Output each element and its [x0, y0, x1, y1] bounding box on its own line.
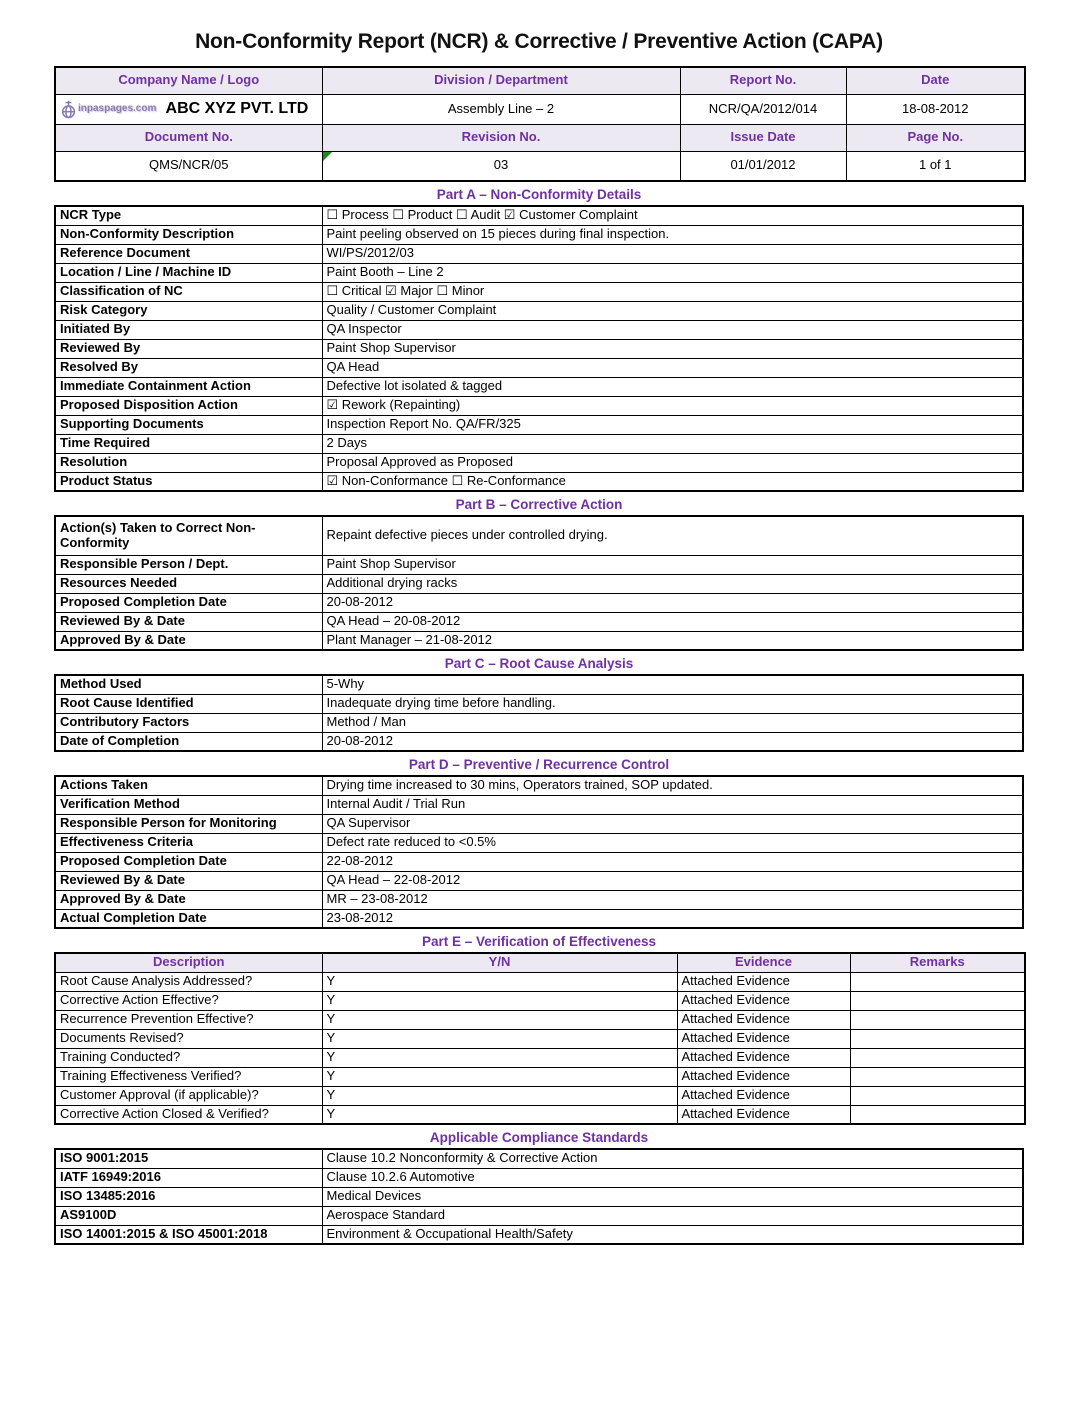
field-value[interactable]: Proposal Approved as Proposed — [322, 453, 1023, 472]
standard-name: AS9100D — [55, 1206, 322, 1225]
evidence-cell[interactable]: Attached Evidence — [677, 1086, 850, 1105]
evidence-cell[interactable]: Attached Evidence — [677, 1067, 850, 1086]
remarks-cell[interactable] — [850, 1010, 1025, 1029]
field-value[interactable]: Inadequate drying time before handling. — [322, 694, 1023, 713]
field-label: Effectiveness Criteria — [55, 833, 322, 852]
revision-no-header: Revision No. — [322, 124, 680, 151]
field-label: Responsible Person for Monitoring — [55, 814, 322, 833]
field-value[interactable]: 23-08-2012 — [322, 909, 1023, 928]
field-value[interactable]: 22-08-2012 — [322, 852, 1023, 871]
table-row — [55, 776, 1023, 795]
part-e-table — [54, 952, 1026, 1125]
field-value[interactable]: WI/PS/2012/03 — [322, 244, 1023, 263]
field-label: Date of Completion — [55, 732, 322, 751]
table-row — [55, 225, 1023, 244]
field-value[interactable]: MR – 23-08-2012 — [322, 890, 1023, 909]
logo-text: inpaspages.com — [78, 103, 157, 115]
table-row — [55, 301, 1023, 320]
field-value[interactable]: 2 Days — [322, 434, 1023, 453]
table-row — [55, 1010, 1025, 1029]
table-row — [55, 1149, 1023, 1168]
table-row — [55, 244, 1023, 263]
evidence-cell[interactable]: Attached Evidence — [677, 1029, 850, 1048]
table-row — [55, 612, 1023, 631]
cell-error-flag-icon — [323, 152, 332, 161]
field-label: Verification Method — [55, 795, 322, 814]
yn-cell[interactable]: Y — [322, 1029, 677, 1048]
report-no-header: Report No. — [680, 67, 846, 94]
field-value[interactable]: Paint Shop Supervisor — [322, 555, 1023, 574]
company-logo — [60, 100, 156, 119]
table-row — [55, 694, 1023, 713]
yn-cell[interactable]: Y — [322, 1048, 677, 1067]
field-value[interactable]: Inspection Report No. QA/FR/325 — [322, 415, 1023, 434]
table-row — [55, 871, 1023, 890]
field-value[interactable]: ☑ Non-Conformance ☐ Re-Conformance — [322, 472, 1023, 491]
field-value[interactable]: Quality / Customer Complaint — [322, 301, 1023, 320]
field-label: Method Used — [55, 675, 322, 694]
revision-no-text: 03 — [493, 157, 509, 173]
remarks-cell[interactable] — [850, 1048, 1025, 1067]
field-label: Responsible Person / Dept. — [55, 555, 322, 574]
report-no-value[interactable]: NCR/QA/2012/014 — [680, 94, 846, 124]
page-title: Non-Conformity Report (NCR) & Corrective / Preventive Action (CAPA) — [195, 30, 883, 53]
remarks-cell[interactable] — [850, 1029, 1025, 1048]
table-row — [55, 795, 1023, 814]
description-cell: Corrective Action Effective? — [55, 991, 322, 1010]
field-label: Action(s) Taken to Correct Non-Conformity — [55, 516, 322, 555]
table-row — [55, 377, 1023, 396]
field-label: Reviewed By — [55, 339, 322, 358]
table-row — [55, 67, 1025, 94]
description-cell: Training Effectiveness Verified? — [55, 1067, 322, 1086]
table-row — [55, 890, 1023, 909]
table-row — [55, 1067, 1025, 1086]
field-label: Location / Line / Machine ID — [55, 263, 322, 282]
table-row — [55, 263, 1023, 282]
field-value[interactable]: QA Head – 20-08-2012 — [322, 612, 1023, 631]
description-cell: Recurrence Prevention Effective? — [55, 1010, 322, 1029]
table-row — [55, 1187, 1023, 1206]
field-value[interactable]: 20-08-2012 — [322, 593, 1023, 612]
table-row — [55, 453, 1023, 472]
field-value[interactable]: Plant Manager – 21-08-2012 — [322, 631, 1023, 650]
remarks-cell[interactable] — [850, 1086, 1025, 1105]
table-row — [55, 1086, 1025, 1105]
table-row — [55, 713, 1023, 732]
standard-name: ISO 9001:2015 — [55, 1149, 322, 1168]
description-cell: Corrective Action Closed & Verified? — [55, 1105, 322, 1124]
field-value[interactable]: QA Head – 22-08-2012 — [322, 871, 1023, 890]
remarks-cell[interactable] — [850, 1067, 1025, 1086]
standard-name: ISO 13485:2016 — [55, 1187, 322, 1206]
table-row — [55, 631, 1023, 650]
yn-cell[interactable]: Y — [322, 1105, 677, 1124]
table-row — [55, 396, 1023, 415]
field-label: Contributory Factors — [55, 713, 322, 732]
description-cell: Training Conducted? — [55, 1048, 322, 1067]
company-cell[interactable] — [55, 94, 322, 124]
remarks-cell[interactable] — [850, 972, 1025, 991]
globe-pin-icon — [60, 100, 77, 119]
field-value[interactable]: Paint peeling observed on 15 pieces during final inspection. — [322, 225, 1023, 244]
standard-description: Clause 10.2.6 Automotive — [322, 1168, 1023, 1187]
field-value[interactable]: Defect rate reduced to <0.5% — [322, 833, 1023, 852]
part-d-table — [54, 775, 1024, 929]
table-row — [55, 675, 1023, 694]
column-header-remarks: Remarks — [850, 953, 1025, 972]
field-value[interactable]: ☑ Rework (Repainting) — [322, 396, 1023, 415]
field-value[interactable]: Paint Booth – Line 2 — [322, 263, 1023, 282]
field-value[interactable]: QA Supervisor — [322, 814, 1023, 833]
table-row — [55, 555, 1023, 574]
table-row — [55, 1168, 1023, 1187]
division-value[interactable]: Assembly Line – 2 — [322, 94, 680, 124]
field-value[interactable]: 20-08-2012 — [322, 732, 1023, 751]
field-value[interactable]: ☐ Process ☐ Product ☐ Audit ☑ Customer Complaint — [322, 206, 1023, 225]
issue-date-header: Issue Date — [680, 124, 846, 151]
column-header-evidence: Evidence — [677, 953, 850, 972]
field-label: Classification of NC — [55, 282, 322, 301]
table-row — [55, 151, 1025, 181]
field-label: Reviewed By & Date — [55, 871, 322, 890]
description-cell: Documents Revised? — [55, 1029, 322, 1048]
field-label: Immediate Containment Action — [55, 377, 322, 396]
field-label: Reviewed By & Date — [55, 612, 322, 631]
compliance-table — [54, 1148, 1024, 1245]
table-row — [55, 732, 1023, 751]
evidence-cell[interactable]: Attached Evidence — [677, 972, 850, 991]
field-value[interactable]: Method / Man — [322, 713, 1023, 732]
field-value[interactable]: Defective lot isolated & tagged — [322, 377, 1023, 396]
table-row — [55, 94, 1025, 124]
standard-description: Environment & Occupational Health/Safety — [322, 1225, 1023, 1244]
field-label: Initiated By — [55, 320, 322, 339]
table-row — [55, 1105, 1025, 1124]
table-row — [55, 1048, 1025, 1067]
division-header: Division / Department — [322, 67, 680, 94]
description-cell: Root Cause Analysis Addressed? — [55, 972, 322, 991]
part-b-title: Part B – Corrective Action — [455, 497, 623, 512]
table-row — [55, 358, 1023, 377]
field-label: Reference Document — [55, 244, 322, 263]
field-value[interactable]: Drying time increased to 30 mins, Operators trained, SOP updated. — [322, 776, 1023, 795]
field-value[interactable]: QA Inspector — [322, 320, 1023, 339]
evidence-cell[interactable]: Attached Evidence — [677, 991, 850, 1010]
field-label: Resources Needed — [55, 574, 322, 593]
field-label: Non-Conformity Description — [55, 225, 322, 244]
table-row — [55, 909, 1023, 928]
date-header: Date — [846, 67, 1025, 94]
table-row — [55, 833, 1023, 852]
field-label: Actions Taken — [55, 776, 322, 795]
field-value[interactable]: Repaint defective pieces under controlled drying. — [322, 516, 1023, 555]
issue-date-value[interactable]: 01/01/2012 — [680, 151, 846, 181]
standard-description: Clause 10.2 Nonconformity & Corrective Action — [322, 1149, 1023, 1168]
standard-description: Aerospace Standard — [322, 1206, 1023, 1225]
table-row — [55, 991, 1025, 1010]
description-cell: Customer Approval (if applicable)? — [55, 1086, 322, 1105]
part-c-title: Part C – Root Cause Analysis — [444, 656, 634, 671]
document-header-table — [54, 66, 1026, 182]
field-label: Proposed Completion Date — [55, 593, 322, 612]
field-value[interactable]: Paint Shop Supervisor — [322, 339, 1023, 358]
standard-name: ISO 14001:2015 & ISO 45001:2018 — [55, 1225, 322, 1244]
yn-cell[interactable]: Y — [322, 1086, 677, 1105]
evidence-cell[interactable]: Attached Evidence — [677, 1010, 850, 1029]
table-row — [55, 574, 1023, 593]
field-value[interactable]: Additional drying racks — [322, 574, 1023, 593]
field-value[interactable]: 5-Why — [322, 675, 1023, 694]
evidence-cell[interactable]: Attached Evidence — [677, 1048, 850, 1067]
field-label: Root Cause Identified — [55, 694, 322, 713]
field-label: Approved By & Date — [55, 631, 322, 650]
page-no-header: Page No. — [846, 124, 1025, 151]
table-row — [55, 472, 1023, 491]
field-label: Product Status — [55, 472, 322, 491]
field-label: Resolution — [55, 453, 322, 472]
part-e-title: Part E – Verification of Effectiveness — [421, 934, 657, 949]
field-label: Proposed Completion Date — [55, 852, 322, 871]
field-value[interactable]: QA Head — [322, 358, 1023, 377]
standard-description: Medical Devices — [322, 1187, 1023, 1206]
table-row — [55, 852, 1023, 871]
table-row — [55, 320, 1023, 339]
table-row — [55, 282, 1023, 301]
table-row — [55, 339, 1023, 358]
field-label: Time Required — [55, 434, 322, 453]
table-row — [55, 206, 1023, 225]
revision-no-value[interactable] — [322, 151, 680, 181]
field-value[interactable]: Internal Audit / Trial Run — [322, 795, 1023, 814]
table-row — [55, 1029, 1025, 1048]
yn-cell[interactable]: Y — [322, 991, 677, 1010]
company-logo-header: Company Name / Logo — [55, 67, 322, 94]
table-row — [55, 124, 1025, 151]
table-row — [55, 415, 1023, 434]
field-label: Actual Completion Date — [55, 909, 322, 928]
part-b-table — [54, 515, 1024, 651]
table-row — [55, 434, 1023, 453]
document-no-header: Document No. — [55, 124, 322, 151]
table-row — [55, 972, 1025, 991]
field-label: Risk Category — [55, 301, 322, 320]
yn-cell[interactable]: Y — [322, 972, 677, 991]
standard-name: IATF 16949:2016 — [55, 1168, 322, 1187]
table-row — [55, 593, 1023, 612]
document-no-value[interactable]: QMS/NCR/05 — [55, 151, 322, 181]
column-header-description: Description — [55, 953, 322, 972]
field-label: Supporting Documents — [55, 415, 322, 434]
page-no-value[interactable]: 1 of 1 — [846, 151, 1025, 181]
yn-cell[interactable]: Y — [322, 1067, 677, 1086]
field-label: Proposed Disposition Action — [55, 396, 322, 415]
compliance-title: Applicable Compliance Standards — [429, 1130, 649, 1145]
evidence-cell[interactable]: Attached Evidence — [677, 1105, 850, 1124]
part-d-title: Part D – Preventive / Recurrence Control — [408, 757, 670, 772]
part-c-table — [54, 674, 1024, 752]
remarks-cell[interactable] — [850, 991, 1025, 1010]
yn-cell[interactable]: Y — [322, 1010, 677, 1029]
table-row — [55, 814, 1023, 833]
table-row — [55, 953, 1025, 972]
field-label: Approved By & Date — [55, 890, 322, 909]
part-a-title: Part A – Non-Conformity Details — [436, 187, 642, 202]
remarks-cell[interactable] — [850, 1105, 1025, 1124]
field-label: NCR Type — [55, 206, 322, 225]
company-name: ABC XYZ PVT. LTD — [165, 99, 309, 117]
part-a-table — [54, 205, 1024, 492]
table-row — [55, 1225, 1023, 1244]
field-label: Resolved By — [55, 358, 322, 377]
date-value[interactable]: 18-08-2012 — [846, 94, 1025, 124]
table-row — [55, 516, 1023, 555]
table-row — [55, 1206, 1023, 1225]
field-value[interactable]: ☐ Critical ☑ Major ☐ Minor — [322, 282, 1023, 301]
column-header-yn: Y/N — [322, 953, 677, 972]
